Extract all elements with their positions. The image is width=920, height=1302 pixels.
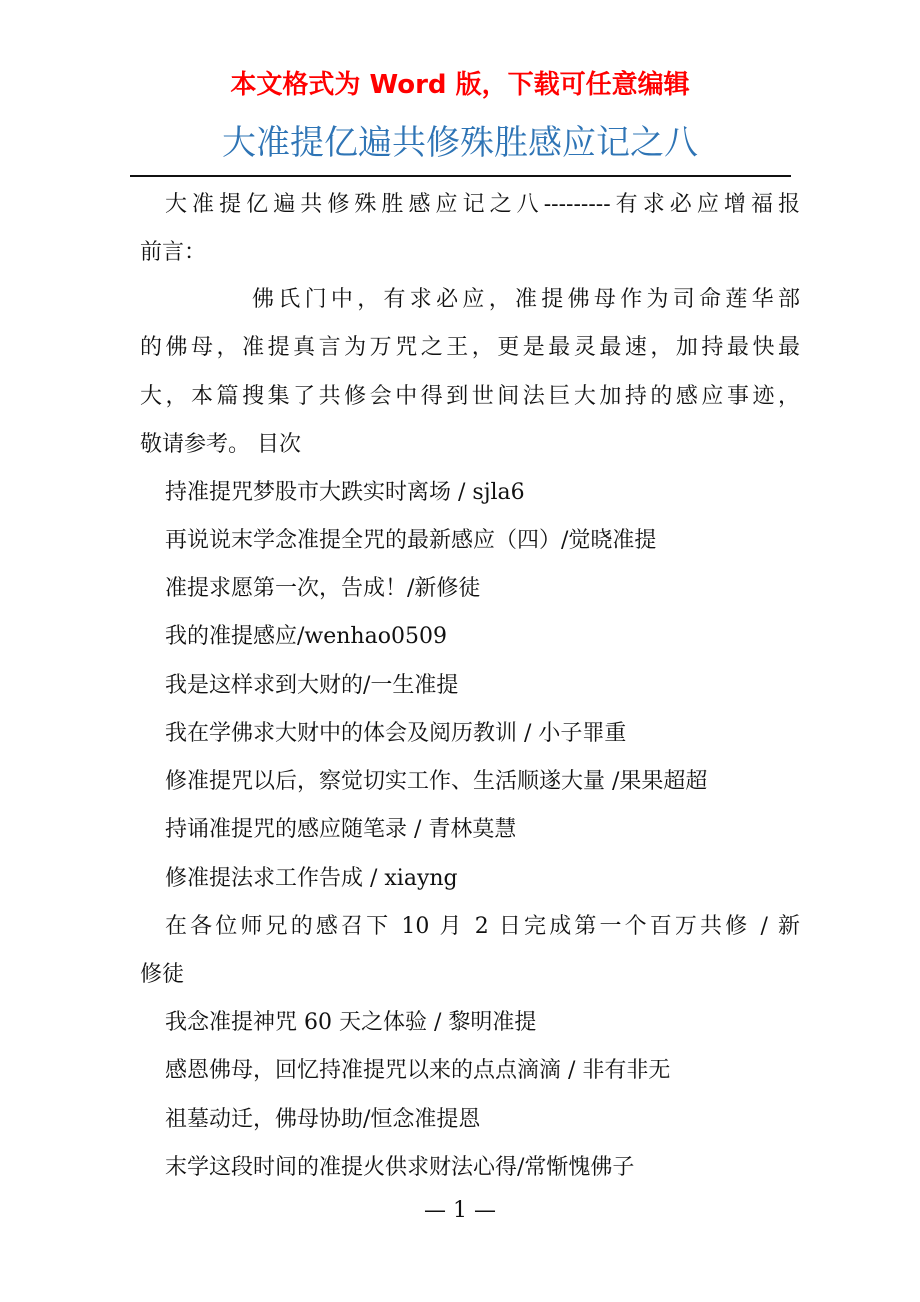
toc-item: 修准提咒以后，察觉切实工作、生活顺遂大量 /果果超超 [165,769,708,794]
toc-item: 准提求愿第一次，告成！/新修徒 [165,576,481,601]
toc-item: 我是这样求到大财的/一生准提 [165,673,459,698]
preface-line: 敬请参考。 目次 [140,432,301,457]
preface-line: 的佛母，准提真言为万咒之王，更是最灵最速，加持最快最 [140,335,800,360]
toc-item: 再说说末学念准提全咒的最新感应（四）/觉晓准提 [165,528,657,553]
toc-item: 我念准提神咒 60 天之体验 / 黎明准提 [165,1010,537,1035]
preface-line: 大，本篇搜集了共修会中得到世间法巨大加持的感应事迹， [140,384,800,409]
page-number: — 1 — [424,1198,496,1223]
intro-heading: 大准提亿遍共修殊胜感应记之八---------有求必应增福报 [165,192,800,217]
toc-item: 末学这段时间的准提火供求财法心得/常惭愧佛子 [165,1155,635,1180]
toc-item: 持准提咒梦股市大跌实时离场 / sjla6 [165,480,525,505]
toc-item: 持诵准提咒的感应随笔录 / 青林莫慧 [165,817,517,842]
title-divider [130,175,791,177]
toc-item: 我的准提感应/wenhao0509 [165,624,447,649]
preface-line: 佛氏门中，有求必应，准提佛母作为司命莲华部 [252,287,800,312]
toc-item-continued: 修徒 [140,962,185,987]
toc-item: 修准提法求工作告成 / xiayng [165,866,458,891]
word-format-banner: 本文格式为 Word 版，下载可任意编辑 [230,70,690,100]
toc-item: 感恩佛母，回忆持准提咒以来的点点滴滴 / 非有非无 [165,1058,671,1083]
toc-item: 我在学佛求大财中的体会及阅历教训 / 小子罪重 [165,721,627,746]
toc-item: 在各位师兄的感召下 10 月 2 日完成第一个百万共修 / 新 [165,914,800,939]
toc-item: 祖墓动迁，佛母协助/恒念准提恩 [165,1107,481,1132]
preface-label: 前言： [140,240,207,265]
document-title: 大准提亿遍共修殊胜感应记之八 [222,123,698,163]
